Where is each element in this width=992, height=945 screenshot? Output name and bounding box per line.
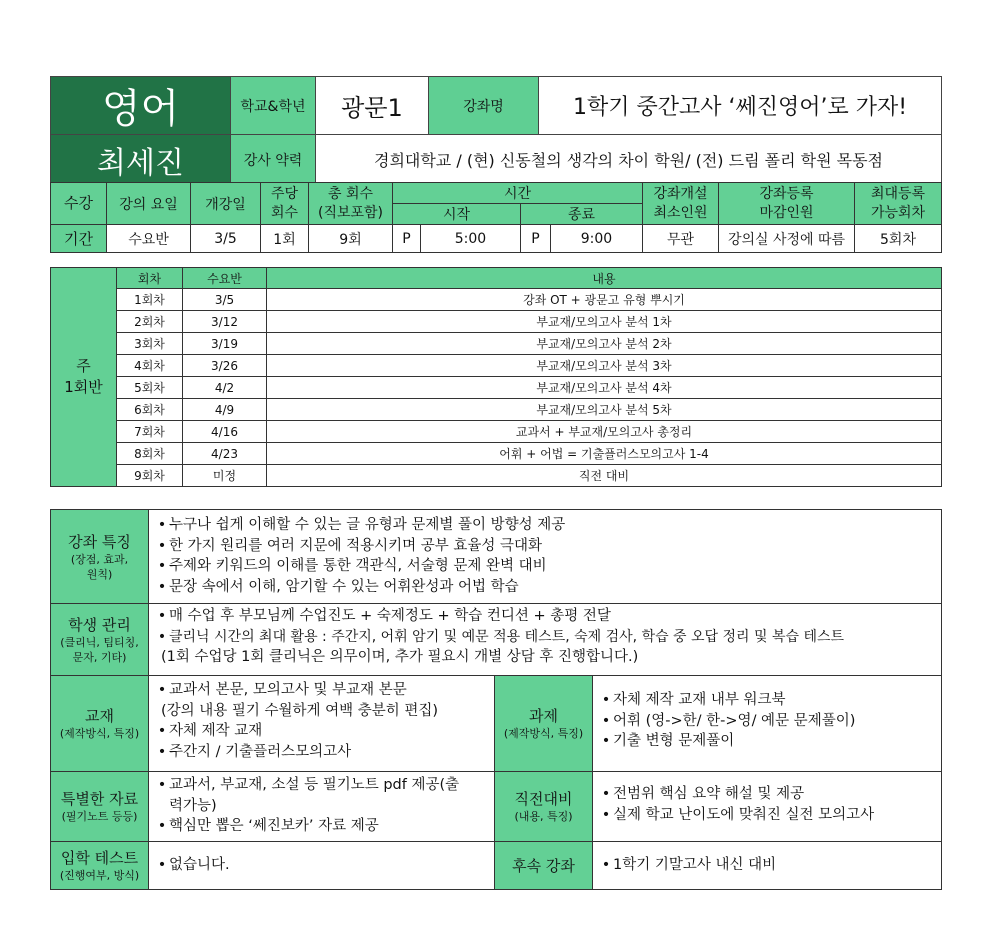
day-value: 수요반: [107, 225, 191, 253]
entrance-label: 입학 테스트 (진행여부, 방식): [51, 842, 149, 890]
list-item: • 누구나 쉽게 이해할 수 있는 글 유형과 문제별 풀이 방향성 제공: [157, 517, 566, 533]
start-date-value: 3/5: [191, 225, 261, 253]
content-cell: 직전 대비: [267, 465, 942, 487]
table-row: [51, 355, 942, 377]
school-value: 광문1: [316, 77, 429, 135]
homework-list: [593, 676, 942, 772]
list-item: • 매 수업 후 부모님께 수업진도 + 숙제정도 + 학습 컨디션 + 총평 전달: [157, 608, 611, 624]
session-col-header: 회차: [117, 268, 183, 289]
content-cell: 부교재/모의고사 분석 3차: [267, 355, 942, 377]
list-item: • 없습니다.: [157, 857, 230, 874]
management-list: [149, 604, 942, 676]
weekly-plan-table: [50, 267, 942, 487]
content-cell: 어휘 + 어법 = 기출플러스모의고사 1-4: [267, 443, 942, 465]
time-header: 시간: [393, 183, 643, 204]
session-cell: 1회차: [117, 289, 183, 311]
session-cell: 3회차: [117, 333, 183, 355]
table-row: [51, 289, 942, 311]
min-header: 강좌개설 최소인원: [643, 183, 719, 225]
session-cell: 5회차: [117, 377, 183, 399]
list-item: • 기출 변형 문제풀이: [601, 733, 735, 749]
final-prep-list: [593, 772, 942, 842]
session-cell: 6회차: [117, 399, 183, 421]
end-ampm: P: [521, 225, 551, 253]
date-cell: 4/2: [183, 377, 267, 399]
content-cell: 교과서 + 부교재/모의고사 총정리: [267, 421, 942, 443]
date-cell: 4/16: [183, 421, 267, 443]
list-item: • 핵심만 뽑은 ‘쎄진보카’ 자료 제공: [157, 818, 379, 834]
list-item-cont: 력가능): [169, 797, 217, 814]
session-cell: 4회차: [117, 355, 183, 377]
table-row: [51, 333, 942, 355]
table-row: [51, 443, 942, 465]
content-cell: 부교재/모의고사 분석 4차: [267, 377, 942, 399]
career-text: 경희대학교 / (현) 신동철의 생각의 차이 학원/ (전) 드림 폴리 학원 목동점: [316, 135, 942, 185]
list-item-note: (강의 내용 필기 수월하게 여백 충분히 편집): [161, 702, 439, 719]
list-item: • 주간지 / 기출플러스모의고사: [157, 743, 352, 760]
schedule-side-label: 수강: [51, 183, 107, 225]
content-cell: 부교재/모의고사 분석 2차: [267, 333, 942, 355]
content-col-header: 내용: [267, 268, 942, 289]
list-item: • 문장 속에서 이해, 암기할 수 있는 어휘완성과 어법 학습: [157, 578, 519, 595]
start-time: 5:00: [421, 225, 521, 253]
min-value: 무관: [643, 225, 719, 253]
date-cell: 4/23: [183, 443, 267, 465]
date-cell: 3/26: [183, 355, 267, 377]
start-header: 시작: [393, 204, 521, 225]
list-item-note: (1회 수업당 1회 클리닉은 의무이며, 추가 필요시 개별 상담 후 진행합니다.): [161, 649, 639, 665]
content-cell: 강좌 OT + 광문고 유형 뿌시기: [267, 289, 942, 311]
header-table: [50, 76, 942, 185]
table-row: [51, 377, 942, 399]
session-cell: 2회차: [117, 311, 183, 333]
table-row: [51, 421, 942, 443]
entrance-list: [149, 842, 495, 890]
school-label: 학교&학년: [231, 77, 316, 135]
final-prep-label: 직전대비 (내용, 특징): [495, 772, 593, 842]
reg-value: 강의실 사정에 따름: [719, 225, 855, 253]
end-header: 종료: [521, 204, 643, 225]
max-value: 5회차: [855, 225, 942, 253]
date-cell: 3/5: [183, 289, 267, 311]
schedule-table: [50, 182, 942, 253]
list-item: • 전범위 핵심 요약 해설 및 제공: [601, 786, 805, 802]
reg-header: 강좌등록 마감인원: [719, 183, 855, 225]
list-item: • 자체 제작 교재: [157, 723, 263, 739]
start-date-header: 개강일: [191, 183, 261, 225]
date-cell: 미정: [183, 465, 267, 487]
special-label: 특별한 자료 (필기노트 등등): [51, 772, 149, 842]
course-title: 1학기 중간고사 ‘쎄진영어’로 가자!: [539, 77, 942, 135]
list-item: • 주제와 키워드의 이해를 통한 객관식, 서술형 문제 완벽 대비: [157, 558, 547, 574]
weekly-count-header: 주당 회수: [261, 183, 309, 225]
content-cell: 부교재/모의고사 분석 5차: [267, 399, 942, 421]
weekly-side-label: 주 1회반: [51, 268, 117, 487]
total-value: 9회: [309, 225, 393, 253]
day-header: 강의 요일: [107, 183, 191, 225]
max-header: 최대등록 가능회차: [855, 183, 942, 225]
date-cell: 4/9: [183, 399, 267, 421]
list-item: • 어휘 (영->한/ 한->영/ 예문 문제풀이): [601, 712, 856, 729]
career-label: 강사 약력: [231, 135, 316, 185]
table-row: [51, 465, 942, 487]
session-cell: 8회차: [117, 443, 183, 465]
list-item: • 한 가지 원리를 여러 지문에 적용시키며 공부 효율성 극대화: [157, 537, 543, 554]
features-label: 강좌 특징 (장점, 효과, 원칙): [51, 510, 149, 604]
list-item: • 클리닉 시간의 최대 활용 : 주간지, 어휘 암기 및 예문 적용 테스트, 숙제 검사, 학습 중 오답 정리 및 복습 테스트: [157, 628, 845, 645]
end-time: 9:00: [551, 225, 643, 253]
management-label: 학생 관리 (클리닉, 팀티칭, 문자, 기타): [51, 604, 149, 676]
session-cell: 7회차: [117, 421, 183, 443]
subject-cell: 영어: [51, 77, 231, 135]
info-table: [50, 509, 942, 890]
date-cell: 3/19: [183, 333, 267, 355]
content-cell: 부교재/모의고사 분석 1차: [267, 311, 942, 333]
table-row: [51, 311, 942, 333]
list-item: • 교과서, 부교재, 소설 등 필기노트 pdf 제공(출: [157, 777, 460, 793]
table-row: [51, 399, 942, 421]
total-count-header: 총 회수 (직보포함): [309, 183, 393, 225]
textbook-label: 교재 (제작방식, 특징): [51, 676, 149, 772]
list-item: • 교과서 본문, 모의고사 및 부교재 본문: [157, 682, 407, 698]
teacher-cell: 최세진: [51, 135, 231, 185]
date-cell: 3/12: [183, 311, 267, 333]
schedule-side-label-2: 기간: [51, 225, 107, 253]
list-item: • 자체 제작 교재 내부 워크북: [601, 692, 786, 708]
list-item: • 실제 학교 난이도에 맞춰진 실전 모의고사: [601, 806, 875, 823]
course-label: 강좌명: [429, 77, 539, 135]
list-item: • 1학기 기말고사 내신 대비: [601, 857, 777, 874]
followup-label: 후속 강좌: [495, 842, 593, 890]
class-col-header: 수요반: [183, 268, 267, 289]
homework-label: 과제 (제작방식, 특징): [495, 676, 593, 772]
start-ampm: P: [393, 225, 421, 253]
special-list: [149, 772, 495, 842]
weekly-value: 1회: [261, 225, 309, 253]
features-list: [149, 510, 942, 604]
followup-list: [593, 842, 942, 890]
textbook-list: [149, 676, 495, 772]
session-cell: 9회차: [117, 465, 183, 487]
